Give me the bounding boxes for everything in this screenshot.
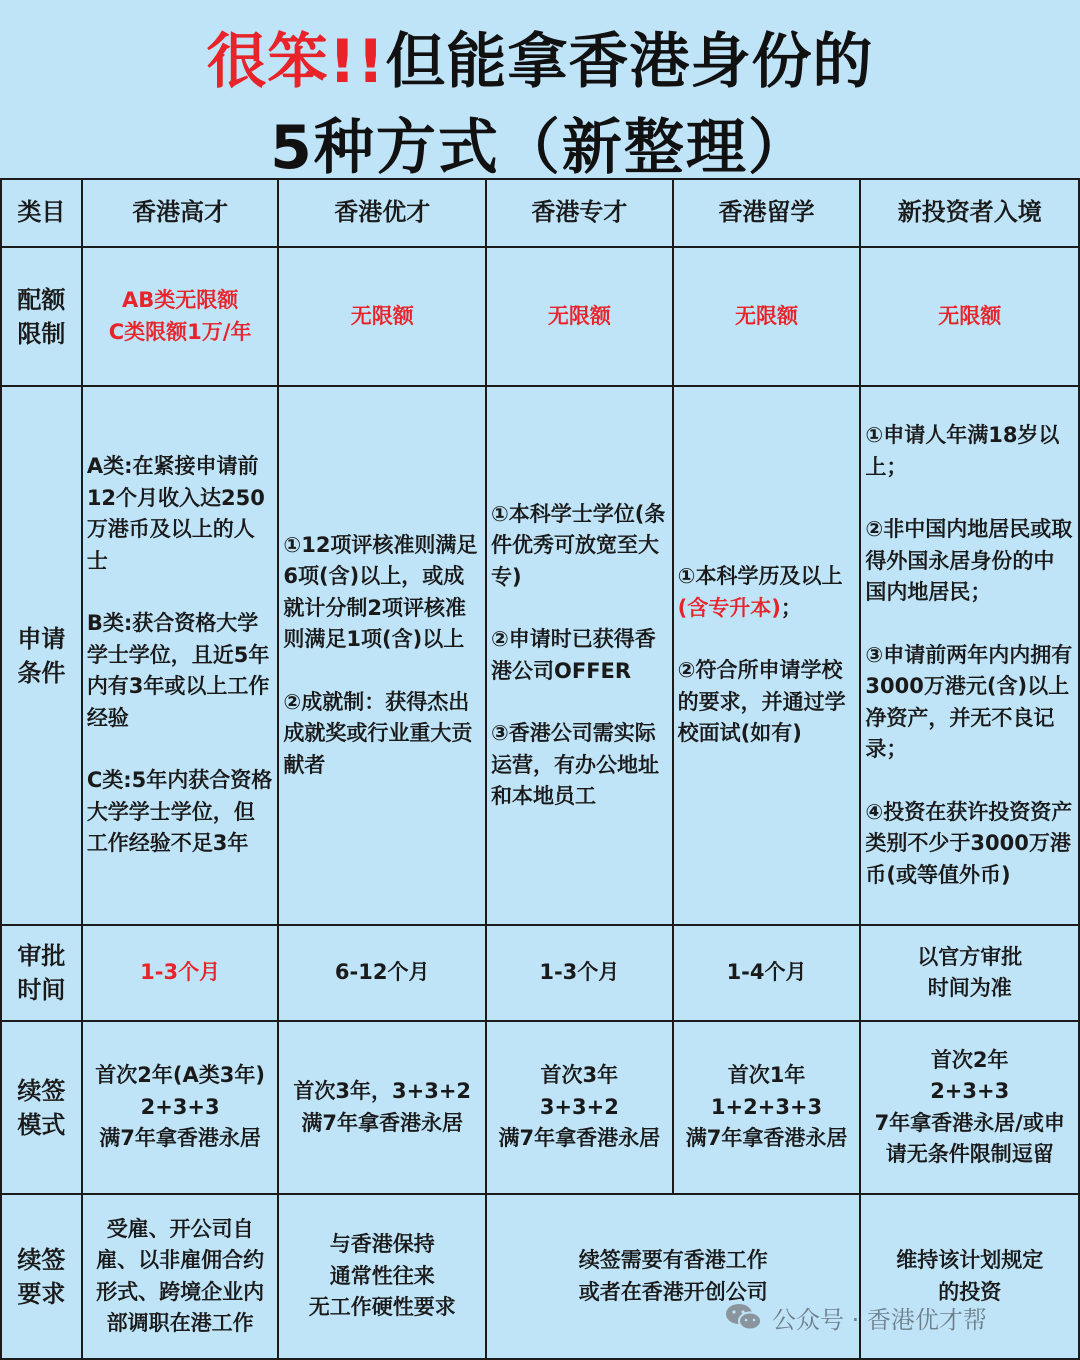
text-line: 的投资	[938, 1279, 1002, 1304]
quota-touzi: 无限额	[860, 247, 1079, 386]
text-line: 受雇、开公司自	[106, 1216, 254, 1241]
quota-label-line2: 限制	[17, 319, 66, 348]
text-line: 7年拿香港永居/或申	[874, 1110, 1065, 1135]
approval-label-line1: 审批	[17, 942, 66, 970]
renewal-mode-zhuancai	[486, 1021, 673, 1194]
condition-item-text: ①本科学历及以上	[677, 564, 843, 589]
renewal-mode-label-line1: 续签	[17, 1076, 66, 1105]
renewal-mode-label-line2: 模式	[17, 1110, 66, 1139]
approval-youcai: 6-12个月	[278, 925, 486, 1021]
header-row	[1, 179, 1079, 247]
text-line: 首次2年(A类3年)	[95, 1063, 265, 1088]
approval-touzi-line1: 以官方审批	[917, 944, 1023, 969]
condition-item: A类:在紧接申请前12个月收入达250万港币及以上的人士	[86, 454, 265, 573]
renewal-mode-row	[1, 1021, 1079, 1194]
text-line: 满7年拿香港永居	[99, 1126, 261, 1151]
quota-zhuancai: 无限额	[486, 247, 673, 386]
title-line-2: 5种方式（新整理）	[270, 113, 810, 183]
approval-row	[1, 925, 1079, 1021]
text-line: 首次2年	[930, 1047, 1009, 1072]
watermark-text: 公众号 · 香港优才帮	[772, 1305, 987, 1334]
header-category: 类目	[1, 179, 82, 247]
text-line: 与香港保持	[329, 1232, 435, 1257]
text-line: 无工作硬性要求	[308, 1295, 456, 1320]
renewal-req-label-line1: 续签	[17, 1245, 66, 1274]
quota-gaocai-line1: AB类无限额	[121, 288, 239, 312]
text-line: 1+2+3+3	[710, 1094, 823, 1119]
approval-liuxue: 1-4个月	[673, 925, 861, 1021]
header-gaocai: 香港高才	[82, 179, 279, 247]
conditions-label-line2: 条件	[17, 658, 66, 687]
conditions-touzi	[860, 386, 1079, 925]
condition-item: B类:获合资格大学学士学位，且近5年内有3年或以上工作经验	[86, 611, 270, 730]
renewal-mode-liuxue	[673, 1021, 861, 1194]
renewal-mode-label	[1, 1021, 82, 1194]
text-line: 或者在香港开创公司	[578, 1279, 768, 1304]
header-youcai: 香港优才	[278, 179, 486, 247]
header-liuxue: 香港留学	[673, 179, 861, 247]
wechat-icon	[724, 1302, 764, 1332]
quota-liuxue: 无限额	[673, 247, 861, 386]
approval-touzi-line2: 时间为准	[927, 976, 1012, 1000]
condition-item: ①申请人年满18岁以上；	[865, 423, 1060, 479]
text-line: 部调职在港工作	[106, 1311, 254, 1335]
approval-touzi	[860, 925, 1079, 1021]
approval-gaocai: 1-3个月	[82, 925, 279, 1021]
watermark	[724, 1300, 987, 1334]
renewal-mode-gaocai	[82, 1021, 279, 1194]
renewal-mode-touzi	[860, 1021, 1079, 1194]
text-line: 首次1年	[727, 1063, 806, 1088]
text-line: 2+3+3	[140, 1094, 220, 1119]
condition-item: ①12项评核准则满足6项(含)以上，或成就计分制2项评核准则满足1项(含)以上	[283, 532, 478, 652]
conditions-row	[1, 386, 1079, 925]
condition-item: ②申请时已获得香港公司OFFER	[491, 627, 656, 683]
condition-item-punct: ；	[780, 595, 802, 620]
text-line: 雇、以非雇佣合约	[96, 1248, 265, 1272]
condition-item: ④投资在获许投资资产类别不少于3000万港币(或等值外币)	[865, 799, 1073, 887]
condition-item: ②非中国内地居民或取得外国永居身份的中国内地居民；	[865, 517, 1073, 604]
quota-row	[1, 247, 1079, 386]
renewal-mode-youcai	[278, 1021, 486, 1194]
condition-item	[678, 561, 856, 624]
approval-zhuancai: 1-3个月	[486, 925, 673, 1021]
renewal-req-gaocai	[82, 1194, 279, 1359]
quota-label-line1: 配额	[17, 285, 66, 314]
conditions-zhuancai	[486, 386, 673, 925]
conditions-label	[1, 386, 82, 925]
condition-item: C类:5年内获合资格大学学士学位，但工作经验不足3年	[86, 768, 273, 856]
title-highlight: 很笨!!	[206, 27, 386, 97]
text-line: 2+3+3	[930, 1079, 1010, 1103]
condition-item: ①本科学士学位(条件优秀可放宽至大专)	[491, 501, 666, 589]
conditions-label-line1: 申请	[17, 624, 66, 653]
approval-label-line2: 时间	[17, 976, 66, 1004]
conditions-liuxue	[673, 386, 861, 925]
renewal-req-youcai	[278, 1194, 486, 1359]
quota-label	[1, 247, 82, 386]
title-line-1-text: 但能拿香港身份的	[385, 27, 874, 97]
text-line: 满7年拿香港永居	[301, 1110, 464, 1135]
quota-gaocai-line2: C类限额1万/年	[108, 319, 252, 344]
renewal-req-label	[1, 1194, 82, 1359]
renewal-req-label-line2: 要求	[17, 1279, 66, 1308]
text-line: 满7年拿香港永居	[685, 1126, 848, 1151]
conditions-youcai	[278, 386, 486, 925]
text-line: 满7年拿香港永居	[498, 1126, 661, 1151]
condition-item: ②成就制：获得杰出成就奖或行业重大贡献者	[283, 689, 473, 777]
title-line-1	[0, 14, 1080, 100]
text-line: 维持该计划规定	[896, 1248, 1044, 1272]
condition-item-highlight: (含专升本)	[677, 595, 781, 620]
condition-item: ②符合所申请学校的要求，并通过学校面试(如有)	[677, 658, 846, 746]
condition-item: ③香港公司需实际运营，有办公地址和本地员工	[491, 721, 659, 808]
title-header	[0, 0, 1080, 183]
quota-youcai: 无限额	[278, 247, 486, 386]
comparison-table	[0, 178, 1080, 1360]
text-line: 通常性往来	[329, 1263, 435, 1288]
text-line: 续签需要有香港工作	[578, 1248, 768, 1272]
text-line: 请无条件限制逗留	[885, 1142, 1054, 1166]
header-zhuancai: 香港专才	[486, 179, 673, 247]
condition-item: ③申请前两年内内拥有3000万港元(含)以上净资产，并无不良记录；	[865, 642, 1073, 761]
text-line: 首次3年，3+3+2	[293, 1079, 472, 1103]
conditions-gaocai	[82, 386, 279, 925]
approval-label	[1, 925, 82, 1021]
text-line: 形式、跨境企业内	[96, 1279, 265, 1304]
text-line: 3+3+2	[539, 1094, 619, 1119]
text-line: 首次3年	[540, 1063, 619, 1088]
header-touzi: 新投资者入境	[860, 179, 1079, 247]
quota-gaocai	[82, 247, 279, 386]
